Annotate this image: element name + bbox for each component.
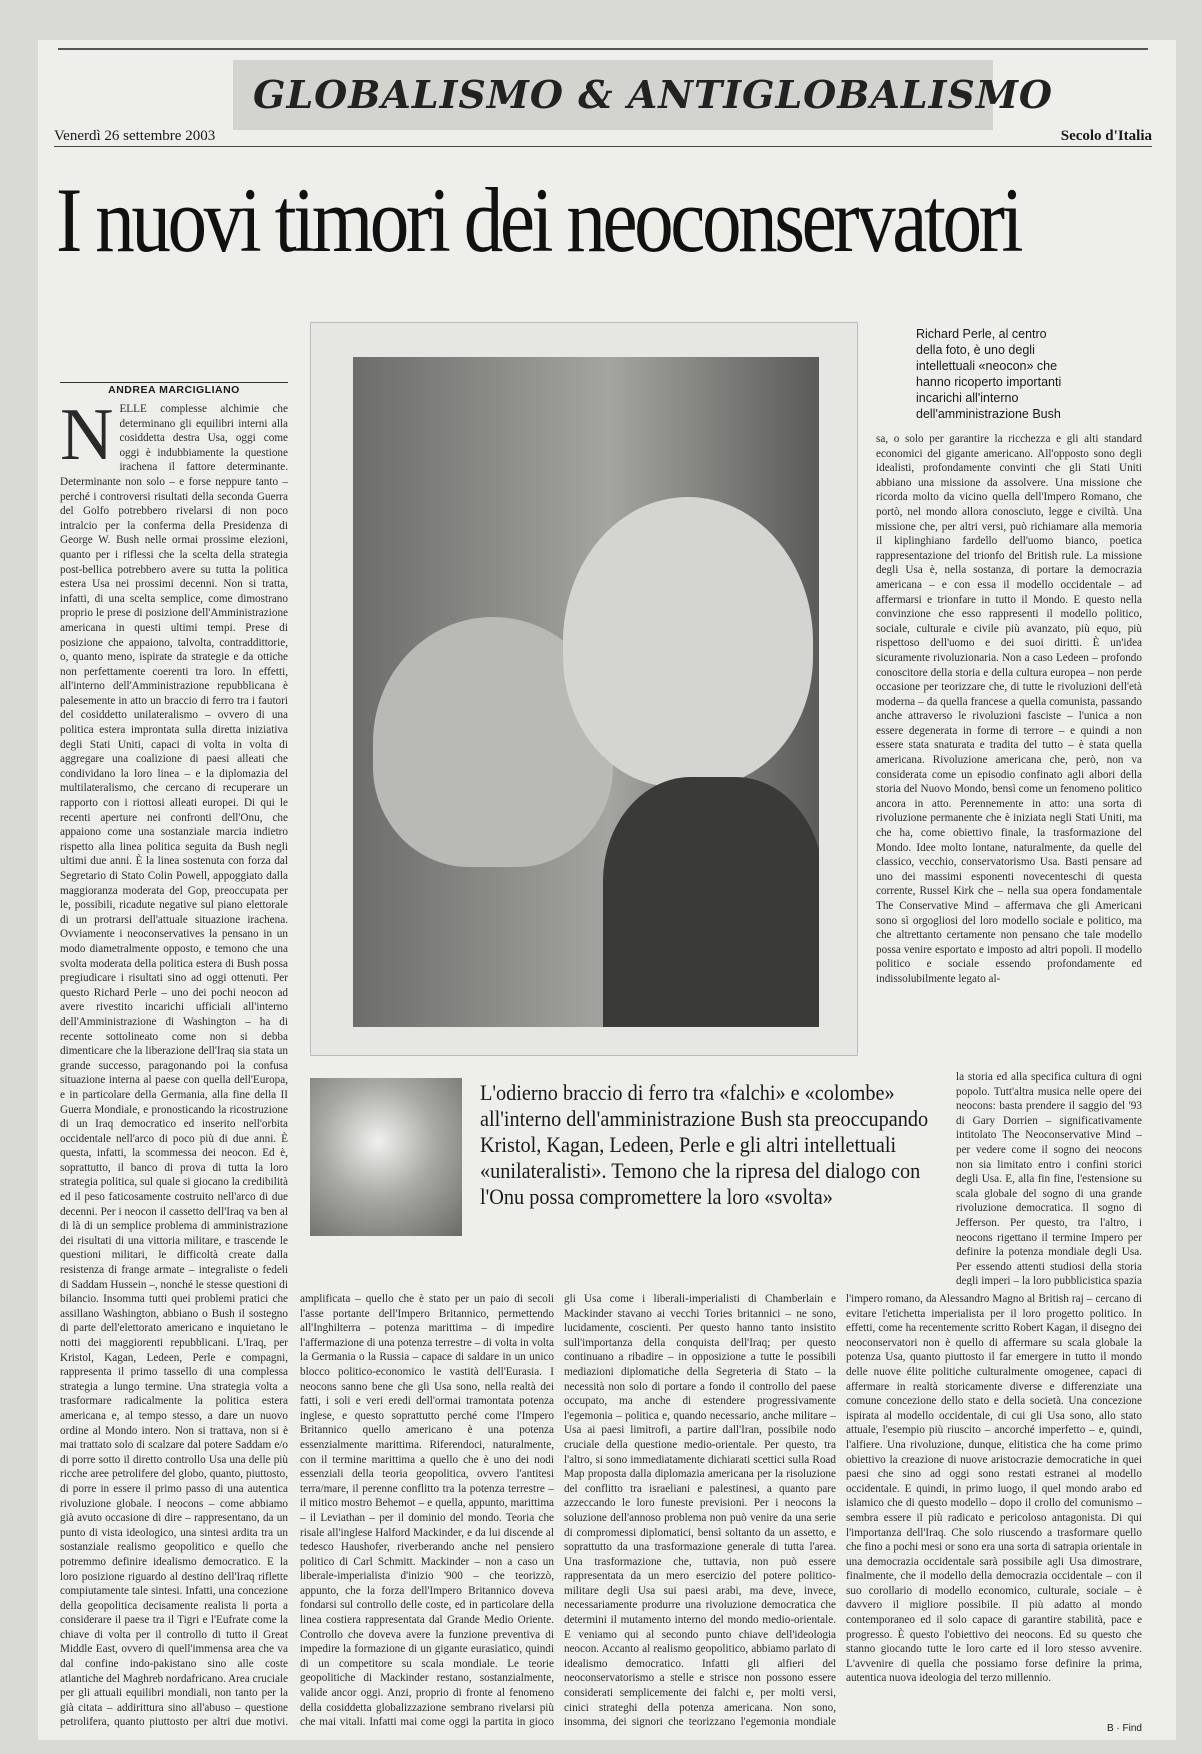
author-byline: ANDREA MARCIGLIANO (108, 384, 240, 396)
newspaper-page (38, 40, 1176, 1740)
column-4-bottom-text: l'impero romano, da Alessandro Magno al British raj – cercano di evitare l'etichetta imperialista per il loro progetto politico. In effetti, come ha recentemente scritto Robert Kagan, il disegno dei neoconservatori non è quello di affermare su scala globale la potenza Usa, quanto piuttosto il far emergere in tutto il mondo delle nuove élite politiche culturalmente omogenee, capaci di affermare in realtà storicamente diverse e differenziate una comune concezione dello stato e della società. Una concezione ispirata al modello occidentale, di cui gli Usa sono, allo stato attuale, l'esempio più riuscito – ancorché imperfetto – e, quindi, l'alfiere. Una rivoluzione, dunque, elitistica che ha come primo obiettivo la creazione di nuove aristocrazie democratiche in quei paesi che sino ad oggi sono restati estranei al modello occidentale. E quindi, in primo luogo, il quel mondo arabo ed islamico che di questo modello – dopo il crollo del comunismo – sembra essere il più radicato e pericoloso antagonista. Di qui l'importanza dell'Iraq. Che solo riuscendo a trasformare quello che fino a pochi mesi or sono era una sorta di satrapia orientale in una democrazia occidentale sarà possibile agli Usa dimostrare, finalmente, che il modello della democrazia occidentale – con il suo corollario di modello economico, culturale, sociale – è davvero il migliore possibile. Il più adatto al mondo contemporaneo ed il solo capace di garantire stabilità, pace e progresso. È questo l'obiettivo dei neocons. Ed su questo che stanno giocando tutte le loro carte ed il loro stesso avvenire. L'avvenire di quella che possiamo forse definire la prima, autentica nuova ideologia del terzo millennio. (846, 1293, 1142, 1685)
author-rule (60, 382, 288, 383)
photo-figure-suit (603, 777, 819, 1027)
article-column-2 (300, 1292, 554, 1732)
column-2-text: amplificata – quello che è stato per un paio di secoli l'asse portante dell'Impero Britannico, permettendo all'Inghilterra – potenza marittima – di impedire l'affermazione di una potenza terrestre – di volta in volta la Germania o la Russia – capace di saldare in un unico blocco politico-economico le vastità dell'Eurasia. I neocons sanno bene che gli Usa sono, nella realtà dei fatti, i soli e veri eredi dell'ormai tramontata potenza inglese, e questo soprattutto perché come l'Impero Britannico quello americano è una potenza essenzialmente marittima. Riferendoci, naturalmente, con il termine marittima a quello che è uno dei nodi essenziali della teoria geopolitica, ovvero l'antitesi terra/mare, il perenne conflitto tra la potenza terrestre – il mitico mostro Behemot – e quella, appunto, marittima – il Leviathan – per il dominio del mondo. Teoria che risale all'inglese Halford Mackinder, e da lui discende al tedesco Haushofer, riverberando anche nel pensiero politico di Carl Schmitt. Mackinder – non a caso un liberale-imperialista d'inizio '900 – che teorizzò, appunto, che la forza dell'Impero Britannico doveva fondarsi sul controllo delle coste, ed in particolare della linea costiera rappresentata dal Grande Medio Oriente. Controllo che doveva avere la funzione preventiva di impedire la formazione di un gigante eurasiatico, quindi di un competitore su scala mondiale. Le teorie geopolitiche di Mackinder restano, sostanzialmente, valide ancor oggi. Anzi, proprio di fronte al fenomeno della cosiddetta globalizzazione sembrano rivelarsi più che mai vitali. Infatti mai come oggi la partita in gioco (300, 1293, 554, 1729)
page-footer: B · Find (1106, 1723, 1142, 1734)
photo-figure-right (563, 497, 813, 787)
top-rule (58, 48, 1148, 50)
column-4-top-text: sa, o solo per garantire la ricchezza e gli alti standard economici del gigante americano. All'opposto sono degli idealisti, profondamente convinti che gli Stati Uniti abbiano una missione da assolvere. Una missione che ricorda molto da vicino quella dell'Impero Romano, che portò, nel mondo allora conosciuto, legge e civiltà. Una missione che, per altri versi, può richiamare alla memoria il kiplinghiano fardello dell'uomo bianco, poetica rappresentazione del trionfo del British rule. La missione degli Usa è, nella sostanza, di portare la democrazia americana – e con essa il modello occidentale – ad affermarsi e trionfare in tutto il Mondo. E questo nella convinzione che esso rappresenti il modello politico, sociale, culturale e civile più avanzato, più equo, più rispettoso dell'uomo e dei suoi diritti. È un'idea sicuramente rivoluzionaria. Non a caso Ledeen – profondo conoscitore della storia e della cultura europea – non perde occasione per teorizzare che, di tutte le rivoluzioni dell'età moderna – da quella francese a quella comunista, passando anche attraverso le rivoluzioni fasciste – l'unica a non essere degenerata in forme di terrore – e quindi a non essere stata snaturata e tradita del tutto – è stata quella americana. Rivoluzione americana che, però, non va considerata come un episodio confinato agli albori della storia del Nuovo Mondo, bensì come un fenomeno politico ancora in atto. Perennemente in atto: una sorta di rivoluzione permanente che è iniziata negli Stati Uniti, ma che ha, come obiettivo finale, la trasformazione del Mondo. Idee molto lontane, naturalmente, da quelle del classico, vecchio, conservatorismo Usa. Basti pensare ad uno dei massimi esponenti novecenteschi di questa corrente, Russel Kirk che – nella sua opera fondamentale The Conservative Mind – affermava che gli Americani sono sì orgogliosi del loro modello sociale e politico, ma che altrettanto certamente non pensano che tale modello possa venire esportato e imposto ad altri popoli. Il modello politico e sociale essendo profondamente ed indissolubilmente legato al- (876, 433, 1142, 985)
headline: I nuovi timori dei neoconservatori (56, 169, 1021, 271)
section-title: GLOBALISMO & ANTIGLOBALISMO (253, 72, 1053, 117)
article-column-3 (564, 1292, 836, 1732)
date-rule (54, 146, 1152, 147)
newspaper-name: Secolo d'Italia (1060, 128, 1152, 144)
article-column-4-bottom (846, 1292, 1142, 1720)
globe-image (310, 1078, 462, 1236)
photo-caption: Richard Perle, al centro della foto, è uno degli intellettuali «neocon» che hanno ricoperto importanti incarichi all'interno dell'amministrazione Bush (916, 327, 1062, 421)
article-column-4-top (876, 432, 1142, 1066)
column-1-text: ELLE complesse alchimie che determinano gli equilibri interni alla cosiddetta destra Usa, oggi come oggi è indubbiamente la questione irachena il fattore determinante. Determinante non solo – e forse neppure tanto – perché i controversi risultati della seconda Guerra del Golfo potrebbero rivelarsi di non poco intralcio per la conferma della Presidenza di George W. Bush nelle ormai prossime elezioni, quanto per i riflessi che la scelta della strategia post-bellica potrebbero avere su tutta la politica estera Usa nei prossimi decenni. Non si tratta, infatti, di una scelta semplice, come dimostrano proprio le prese di posizione dell'Amministrazione americana in questi ultimi tempi. Prese di posizione che appaiono, talvolta, contraddittorie, o, quanto meno, ispirate da strategie e da ottiche non perfettamente coerenti tra loro. In effetti, all'interno dell'Amministrazione repubblicana è palesemente in atto un braccio di ferro tra i fautori del cosiddetto unilateralismo – ovvero di una politica estera improntata sulla diretta iniziativa degli Stati Uniti, capaci di volta in volta di aggregare una coalizione di paesi alleati che condividano la loro linea – e la diplomazia del multilateralismo, che cercano di recuperare un rapporto con i riottosi alleati europei. Di qui le recenti aperture nei confronti dell'Onu, che appaiono come una sostanziale marcia indietro rispetto alla linea politica seguita da Bush negli ultimi due anni. È la linea sostenuta con forza dal Segretario di Stato Colin Powell, appoggiato dalla maggioranza moderata del Gop, preoccupata per le, possibili, ricadute negative sul piano elettorale di un protrarsi dell'attuale situazione irachena. Ovviamente i neoconservatives la pensano in un modo diametralmente opposto, e temono che una svolta moderata della politica estera di Bush possa pregiudicare i risultati sino ad oggi ottenuti. Per questo Richard Perle – uno dei pochi neocon ad avere rivestito incarichi ufficiali all'interno dell'Amministrazione di Washington – ha di recente sottolineato come non si debba dimenticare che la liberazione dell'Iraq sia stata un grande successo, paragonando poi la confusa situazione interna al paese con quella dell'Europa, e in particolare della Germania, alla fine della II Guerra Mondiale, e pronosticando la ricostruzione di un Iraq democratico ed inserito nell'orbita occidentale nell'arco di poco più di due anni. È questa, infatti, la scommessa dei neocon. Ed è, soprattutto, il banco di prova di tutta la loro strategia politica, sul quale si giocano la credibilità ed il peso faticosamente costruito nell'arco di due decenni. Per i neocon il cassetto dell'Iraq va ben al di là di un semplice problema di amministrazione dei risultati di una vittoria militare, e trascende le questioni militari, le difficoltà create dalla resistenza di frange armate – integraliste o fedeli di Saddam Hussein –, nonché le stesse questioni di bilancio. Insomma tutti quei problemi pratici che assillano Washington, abbiano o Bush il sostegno di parte dell'elettorato americano e inquietano le notti dei maggiorenti repubblicani. L'Iraq, per Kristol, Kagan, Ledeen, Perle e compagni, rappresenta il primo tassello di una complessa strategia a lungo termine. Una strategia volta a trasformare radicalmente la politica estera americana e, al tempo stesso, a dare un nuovo ordine al Mondo intero. Non si trattava, non si è mai trattato solo di scalzare dal potere Saddam e/o di porre sotto il diretto controllo Usa una delle più ricche aree petrolifere del globo, quanto, piuttosto, di porre in essere il primo passo di una autentica rivoluzione globale. I neocons – come abbiamo già avuto occasione di dire – rappresentano, da un punto di vista ideologico, una sintesi ardita tra un sostanziale realismo geopolitico e quello che potremmo definire idealismo democratico. E la loro posizione riguardo al destino dell'Iraq riflette compiutamente tale sintesi. Infatti, una concezione della geopolitica decisamente realista li porta a considerare il paese tra il Tigri e l'Eufrate come la chiave di volta per il controllo di tutto il Great Middle East, ovvero di quell'immensa area che va dal confine indo-pakistano sino alle coste atlantiche del Maghreb nordafricano. Area cruciale per gli attuali equilibri mondiali, non tanto per la già citata – addirittura sino all'abuso – questione petrolifera, quanto piuttosto per altri due motivi. (60, 403, 288, 1729)
article-photo (310, 322, 858, 1056)
photo-image (353, 357, 819, 1027)
drop-cap: N (60, 402, 114, 476)
article-column-4-mid (956, 1070, 1142, 1286)
column-4-mid-text: la storia ed alla specifica cultura di ogni popolo. Tutt'altra musica nelle opere dei neocons: basta prendere il saggio del '93 di Gary Dorrien – significativamente intitolato The Neoconservative Mind – per vedere come il sogno dei neocons non sia limitato entro i confini storici degli Usa. E, alla fin fine, l'estensione su scala globale del sogno di una grande rivoluzione democratica. Il sogno di Jefferson. Per questo, tra l'altro, i neocons rigettano il termine Impero per definire la potenza mondiale degli Usa. Per essendo attenti studiosi della storia degli imperi – la loro pubblicistica spazia (956, 1071, 1142, 1286)
section-banner (233, 60, 1053, 130)
issue-date: Venerdì 26 settembre 2003 (54, 128, 216, 144)
column-3-text: gli Usa come i liberali-imperialisti di Chamberlain e Mackinder stavano ai vecchi Tories britannici – ne sono, lucidamente, coscienti. Per questo hanno tanto insistito sull'importanza della conquista dell'Iraq; per questo continuano a ribadire – in opposizione a tutte le possibili mediazioni diplomatiche della Segreteria di Stato – la necessità non solo di portare a fondo il controllo del paese occupato, ma anche di estendere progressivamente l'egemonia – politica e, quando necessario, anche militare – Usa ai paesi limitrofi, a partire dall'Iran, possibile nodo cruciale della questione medio-orientale. Per questo, tra l'altro, si sono immediatamente dichiarati scettici sulla Road Map proposta dalla diplomazia americana per la risoluzione del conflitto tra israeliani e palestinesi, a quanto pare azzeccando le loro funeste previsioni. Per i neocons la soluzione dell'annoso problema non può venire da una serie di compromessi diplomatici, bensì soltanto da un assetto, e soprattutto da una trasformazione generale di tutta l'area. Una trasformazione che, tuttavia, non può essere rappresentata da un mero esercizio del potere politico-militare degli Usa sui paesi arabi, ma deve, invece, necessariamente produrre una rivoluzione democratica che determini il mutamento interno del mondo medio-orientale. E veniamo qui al secondo punto chiave dell'ideologia neocon. Accanto al realismo geopolitico, abbiamo parlato di idealismo democratico. Infatti gli alfieri del neoconservatorismo a stelle e strisce non possono essere considerati semplicemente dei falchi e, per molti versi, cinici strateghi della potenza americana. Non sono, insomma, dei signori che teorizzano l'egemonia mondiale (564, 1293, 836, 1729)
pull-quote: L'odierno braccio di ferro tra «falchi» e «colombe» all'interno dell'amministrazione Bush sta preoccupando Kristol, Kagan, Ledeen, Perle e gli altri intellettuali «unilateralisti». Temono che la ripresa del dialogo con l'Onu possa compromettere la loro «svolta» (480, 1080, 929, 1209)
article-column-1 (60, 402, 288, 1732)
